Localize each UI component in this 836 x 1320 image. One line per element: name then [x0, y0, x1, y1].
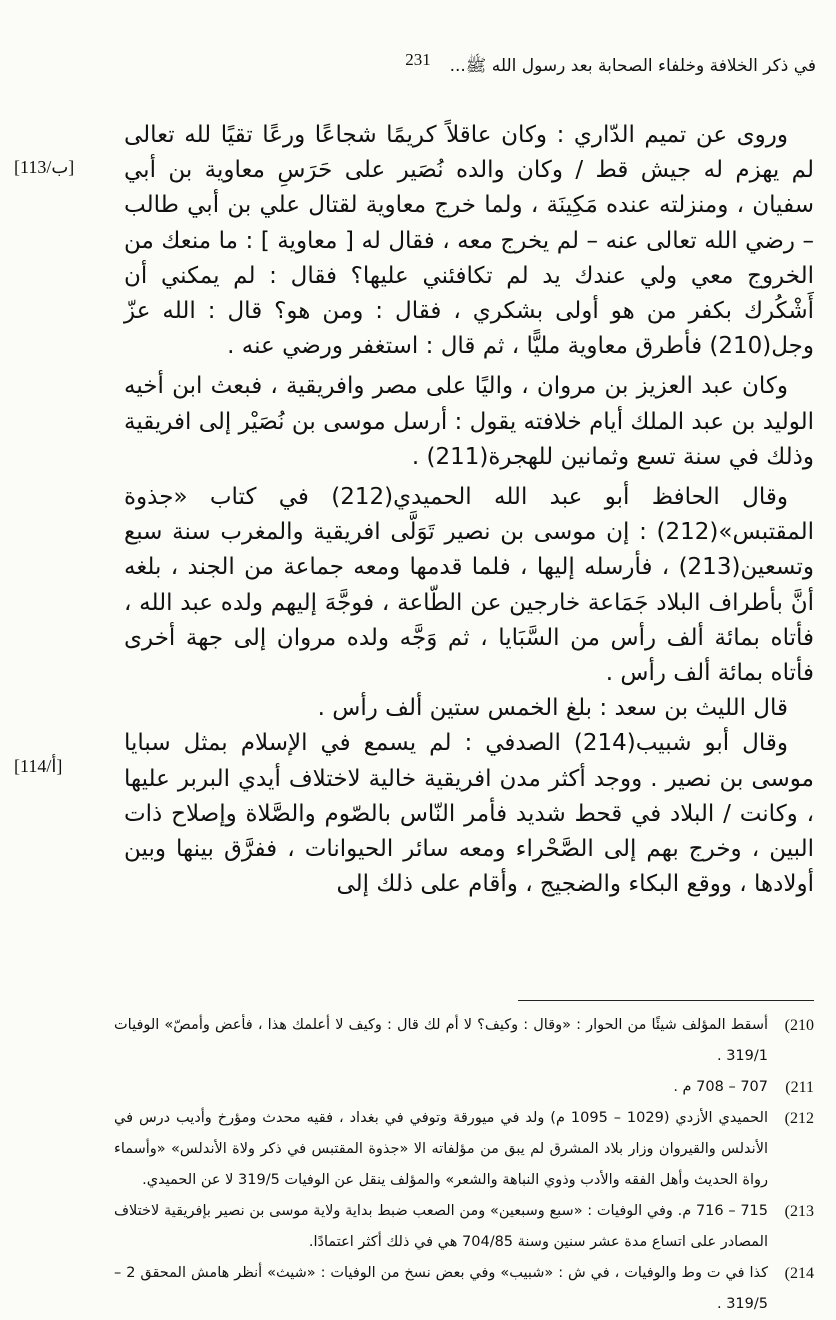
paragraph: وروى عن تميم الدّاري : وكان عاقلاً كريمًا شجاعًا ورعًا تقيًا لله تعالى لم يهزم له جيش قط / وكان والده نُصَير على حَرَسِ معاوية بن أبي سفيان ، ومنزلته عنده مَكِينَة ، ولما خرج معاوية لقتال علي بن أبي طالب – رضي الله تعالى عنه – لم يخرج معه ، فقال له [ معاوية ] : ما منعك من الخروج معي ولي عندك يد لم تكافئني عليها؟ فقال : لم يمكني أن أَشْكُرك بكفر من هو أولى بشكري ، فقال : ومن هو؟ قال : الله عزّ وجل(210) فأطرق معاوية مليًّا ، ثم قال : استغفر ورضي عنه . — [124, 122, 814, 360]
footnote-text: كذا في ت وط والوفيات ، في ش : «شبيب» وفي بعض نسخ من الوفيات : «شيث» أنظر هامش المحقق 2 – 319/5 . — [114, 1265, 768, 1312]
paragraph: وكان عبد العزيز بن مروان ، واليًا على مصر وافريقية ، فبعث ابن أخيه الوليد بن عبد الملك أيام خلافته يقول : أرسل موسى بن نُصَيْر إلى افريقية وذلك في سنة تسع وثمانين للهجرة(211) . — [124, 373, 814, 470]
footnote-text: 707 – 708 م . — [673, 1079, 768, 1095]
running-header: في ذكر الخلافة وخلفاء الصحابة بعد رسول الله ﷺ... — [449, 56, 816, 76]
footnote-text: الحميدي الأزدي (1029 – 1095 م) ولد في ميورقة وتوفي في بغداد ، فقيه محدث ومؤرخ وأديب درس في الأندلس والقيروان وزار بلاد المشرق لم يبق من مؤلفاته الا «جذوة المقتبس في ذكر ولاة الأندلس» «وأسماء رواة الحديث وأهل الفقه والأدب وذوي النباهة والشعر» والمؤلف ينقل عن الوفيات 319/5 لا عن الحميدي. — [114, 1110, 768, 1188]
footnote-separator — [518, 1000, 814, 1001]
paragraph: وقال أبو شبيب(214) الصدفي : لم يسمع في الإسلام بمثل سبايا موسى بن نصير . ووجد أكثر مدن افريقية خالية لاختلاف أيدي البربر عليها ، وكانت / البلاد في قحط شديد فأمر النّاس بالصّوم والصَّلاة وإصلاح ذات البين ، وخرج بهم إلى الصَّحْراء ومعه سائر الحيوانات ، ففرَّق بينها وبين أولادها ، ووقع البكاء والضجيج ، وأقام على ذلك إلى — [124, 730, 814, 898]
footnote-number: 210) — [784, 1017, 814, 1034]
footnote-number: 212) — [784, 1110, 814, 1127]
margin-folio-ref: [114/أ] — [14, 756, 63, 776]
footnote-text: 715 – 716 م. وفي الوفيات : «سبع وسبعين» ومن الصعب ضبط بداية ولاية موسى بن نصير بإفريقية لاختلاف المصادر على اتساع مدة عشر سنين وسنة 704/85 هي في ذلك أكثر اعتمادًا. — [114, 1203, 768, 1250]
footnote — [114, 1072, 814, 1103]
margin-folio-ref: [113/ب] — [14, 157, 75, 177]
footnotes — [114, 1010, 814, 1320]
page-number: 231 — [405, 50, 431, 69]
footnote — [114, 1258, 814, 1320]
paragraph: قال الليث بن سعد : بلغ الخمس ستين ألف رأس . — [317, 695, 788, 722]
footnote — [114, 1010, 814, 1072]
paragraph: وقال الحافظ أبو عبد الله الحميدي(212) في كتاب «جذوة المقتبس»(212) : إن موسى بن نصير تَوَلَّى افريقية والمغرب سنة سبع وتسعين(213) ، فأرسله إليها ، فلما قدمها ومعه جماعة من الجند ، بلغه أنَّ بأطراف البلاد جَمَاعة خارجين عن الطّاعة ، فوجَّهَ إليهم ولده عبد الله ، فأتاه بمائة ألف رأس من السَّبَايا ، ثم وَجَّه ولده مروان إلى جهة أخرى فأتاه بمائة ألف رأس . — [124, 484, 814, 687]
footnote-number: 214) — [784, 1265, 814, 1282]
footnote-number: 213) — [784, 1203, 814, 1220]
main-text — [124, 118, 814, 902]
footnote — [114, 1103, 814, 1196]
footnote — [114, 1196, 814, 1258]
footnote-number: 211) — [785, 1079, 814, 1096]
footnote-text: أسقط المؤلف شيئًا من الحوار : «وقال : وكيف؟ لا أم لك قال : وكيف لا أعلمك هذا ، فأعض وأمصّ» الوفيات 319/1 . — [114, 1017, 768, 1064]
